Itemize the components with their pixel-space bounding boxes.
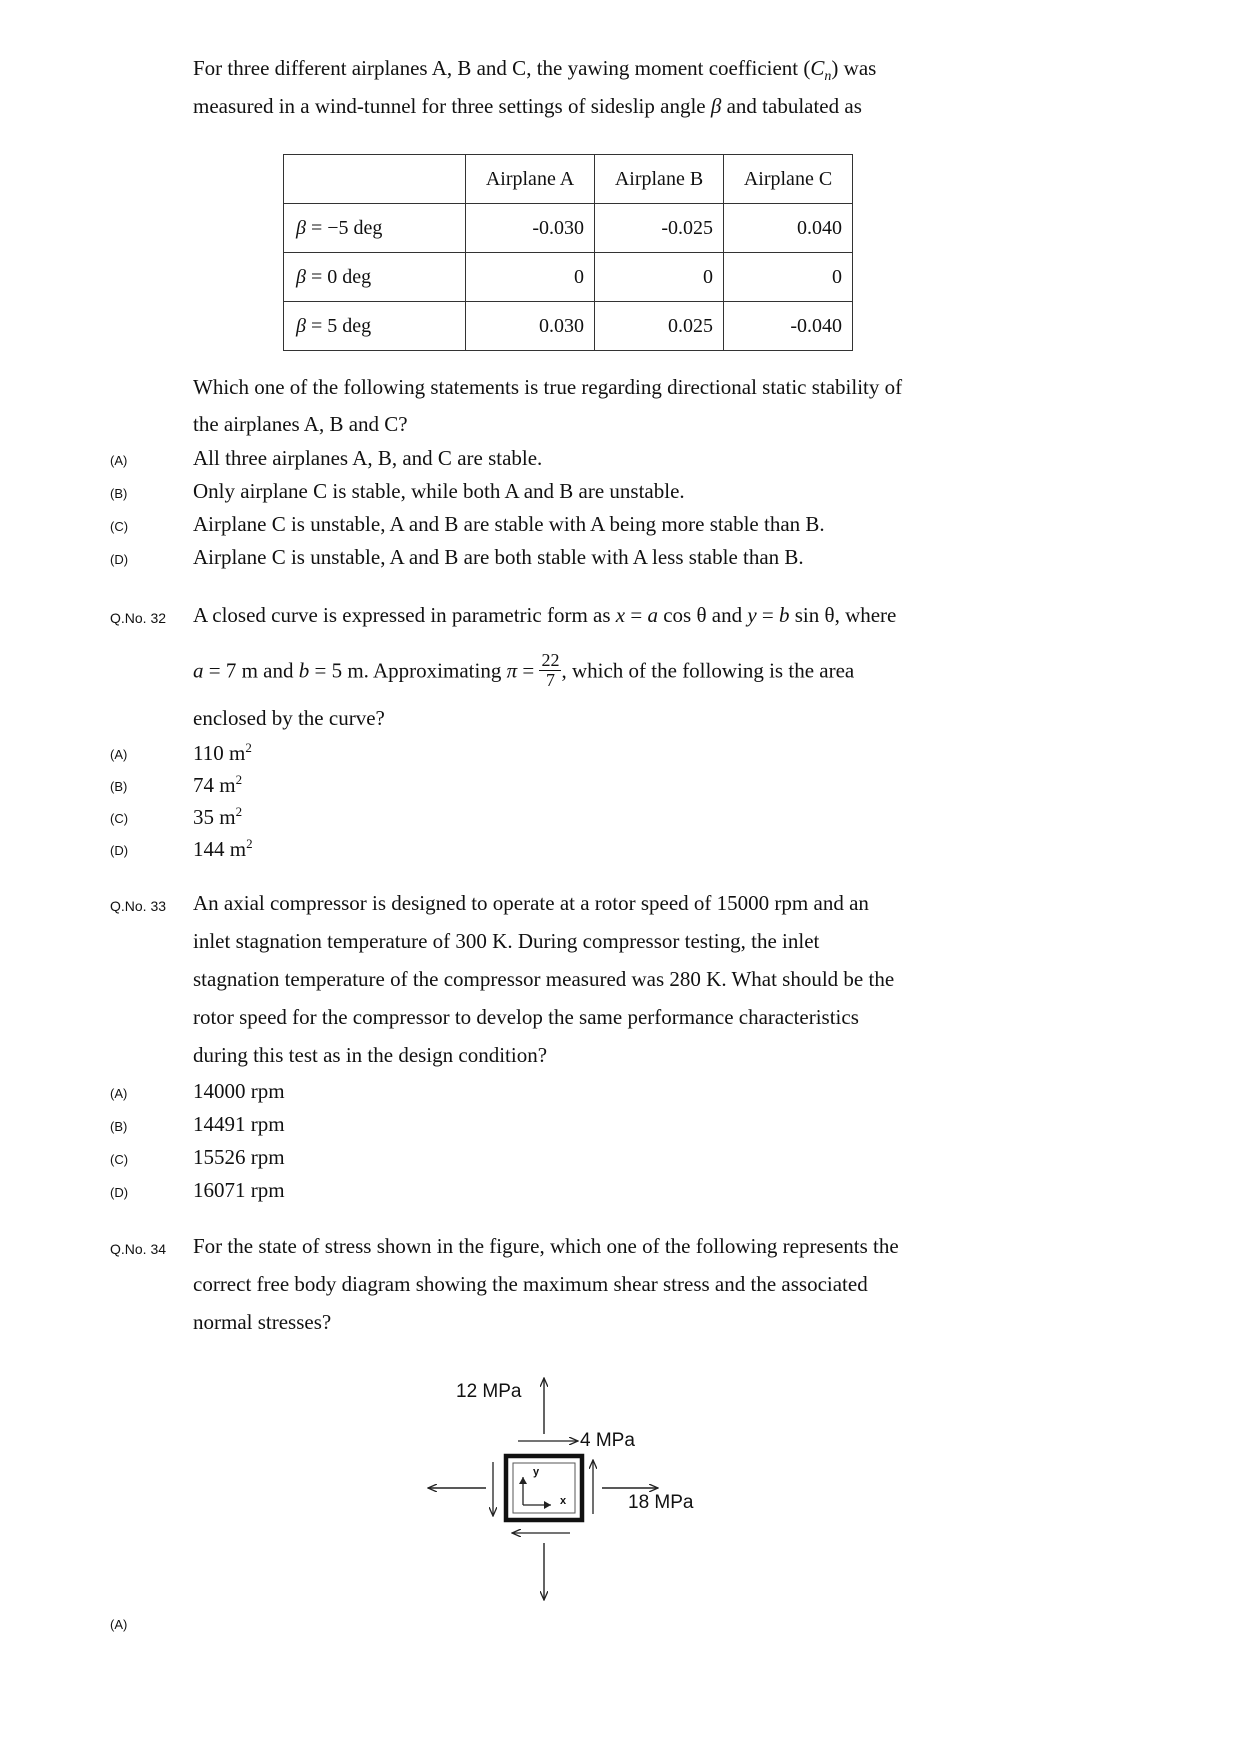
- q32-line1: A closed curve is expressed in parametric form as x = a cos θ and y = b sin θ, where: [193, 603, 897, 627]
- axis-x-label: x: [560, 1495, 567, 1507]
- q33-number: Q.No. 33: [110, 898, 167, 914]
- row-label: β = 5 deg: [284, 302, 466, 351]
- q32-option-c-text[interactable]: 35 $m^2$: [193, 804, 243, 829]
- table-row: [284, 253, 853, 302]
- sigma-x-label: 18 MPa: [628, 1492, 694, 1513]
- q32-option-d-text[interactable]: 144 $m^2$: [193, 836, 253, 861]
- q34-option-a-key: (A): [110, 1617, 128, 1632]
- q31-question-line1: Which one of the following statements is true regarding directional static stability of: [193, 375, 903, 399]
- table-cell: -0.040: [724, 302, 853, 351]
- q32-number: Q.No. 32: [110, 610, 167, 626]
- table-cell: 0: [595, 253, 724, 302]
- q33-line: stagnation temperature of the compressor measured was 280 K. What should be the: [193, 967, 895, 991]
- q31-option-a-key: (A): [110, 453, 128, 468]
- q34-line: For the state of stress shown in the figure, which one of the following represents the: [193, 1234, 899, 1258]
- q31-option-c-key: (C): [110, 519, 129, 534]
- q33-line: inlet stagnation temperature of 300 K. During compressor testing, the inlet: [193, 929, 820, 953]
- q31-intro-line2: measured in a wind-tunnel for three settings of sideslip angle β and tabulated as: [193, 94, 862, 118]
- q31-option-b-key: (B): [110, 486, 128, 501]
- header-airplane-a: Airplane A: [466, 155, 595, 204]
- table-cell: -0.025: [595, 204, 724, 253]
- q33-option-b-text[interactable]: 14491 rpm: [193, 1112, 285, 1136]
- q33-option-d-text[interactable]: 16071 rpm: [193, 1178, 285, 1202]
- q32-option-b-text[interactable]: 74 $m^2$: [193, 772, 243, 797]
- q33-option-d-key: (D): [110, 1185, 129, 1200]
- sigma-y-label: 12 MPa: [456, 1381, 522, 1402]
- q32-option-a-key: (A): [110, 747, 128, 762]
- table-cell: 0.025: [595, 302, 724, 351]
- q32-line2: a = 7 m and b = 5 m. Approximating π = $\frac{22}{7}$ , which of the following is the area: [193, 650, 855, 690]
- q33-line: during this test as in the design condition?: [193, 1043, 548, 1067]
- q33-option-b-key: (B): [110, 1119, 128, 1134]
- q33-line: An axial compressor is designed to operate at a rotor speed of 15000 rpm and an: [193, 891, 869, 915]
- tau-label: 4 MPa: [580, 1430, 635, 1451]
- table-cell: 0: [466, 253, 595, 302]
- table-cell: 0.040: [724, 204, 853, 253]
- q31-option-a-text[interactable]: All three airplanes A, B, and C are stable.: [193, 446, 543, 470]
- table-cell: 0.030: [466, 302, 595, 351]
- pi-fraction: $\frac{22}{7}$: [541, 650, 560, 690]
- table-cell: 0: [724, 253, 853, 302]
- table-header-row: [284, 155, 853, 204]
- row-label: β = −5 deg: [284, 204, 466, 253]
- q31-option-d-text[interactable]: Airplane C is unstable, A and B are both stable with A less stable than B.: [193, 545, 804, 569]
- q31-intro-line1: For three different airplanes A, B and C, the yawing moment coefficient $(C_n)$ was: [193, 56, 877, 85]
- axis-y-label: y: [533, 1466, 540, 1478]
- q31-option-b-text[interactable]: Only airplane C is stable, while both A and B are unstable.: [193, 479, 685, 503]
- q31-option-c-text[interactable]: Airplane C is unstable, A and B are stable with A being more stable than B.: [193, 512, 825, 536]
- table-corner-cell: [284, 155, 466, 204]
- q32-line3: enclosed by the curve?: [193, 706, 385, 730]
- table-row: [284, 302, 853, 351]
- q33-option-c-text[interactable]: 15526 rpm: [193, 1145, 285, 1169]
- table-row: [284, 204, 853, 253]
- q34-line: correct free body diagram showing the maximum shear stress and the associated: [193, 1272, 868, 1296]
- q32-option-d-key: (D): [110, 843, 129, 858]
- row-label: β = 0 deg: [284, 253, 466, 302]
- q33-line: rotor speed for the compressor to develop the same performance characteristics: [193, 1005, 859, 1029]
- table-cell: -0.030: [466, 204, 595, 253]
- stress-element: [506, 1456, 582, 1520]
- q32-option-c-key: (C): [110, 811, 129, 826]
- q31-question-line2: the airplanes A, B and C?: [193, 412, 408, 436]
- q33-option-a-key: (A): [110, 1086, 128, 1101]
- q31-option-d-key: (D): [110, 552, 129, 567]
- q34-number: Q.No. 34: [110, 1241, 167, 1257]
- header-airplane-b: Airplane B: [595, 155, 724, 204]
- q32-option-b-key: (B): [110, 779, 128, 794]
- q34-line: normal stresses?: [193, 1310, 332, 1334]
- q33-option-c-key: (C): [110, 1152, 129, 1167]
- yawing-moment-table: [283, 154, 853, 351]
- q33-option-a-text[interactable]: 14000 rpm: [193, 1079, 285, 1103]
- header-airplane-c: Airplane C: [724, 155, 853, 204]
- q32-option-a-text[interactable]: 110 $m^2$: [193, 740, 252, 765]
